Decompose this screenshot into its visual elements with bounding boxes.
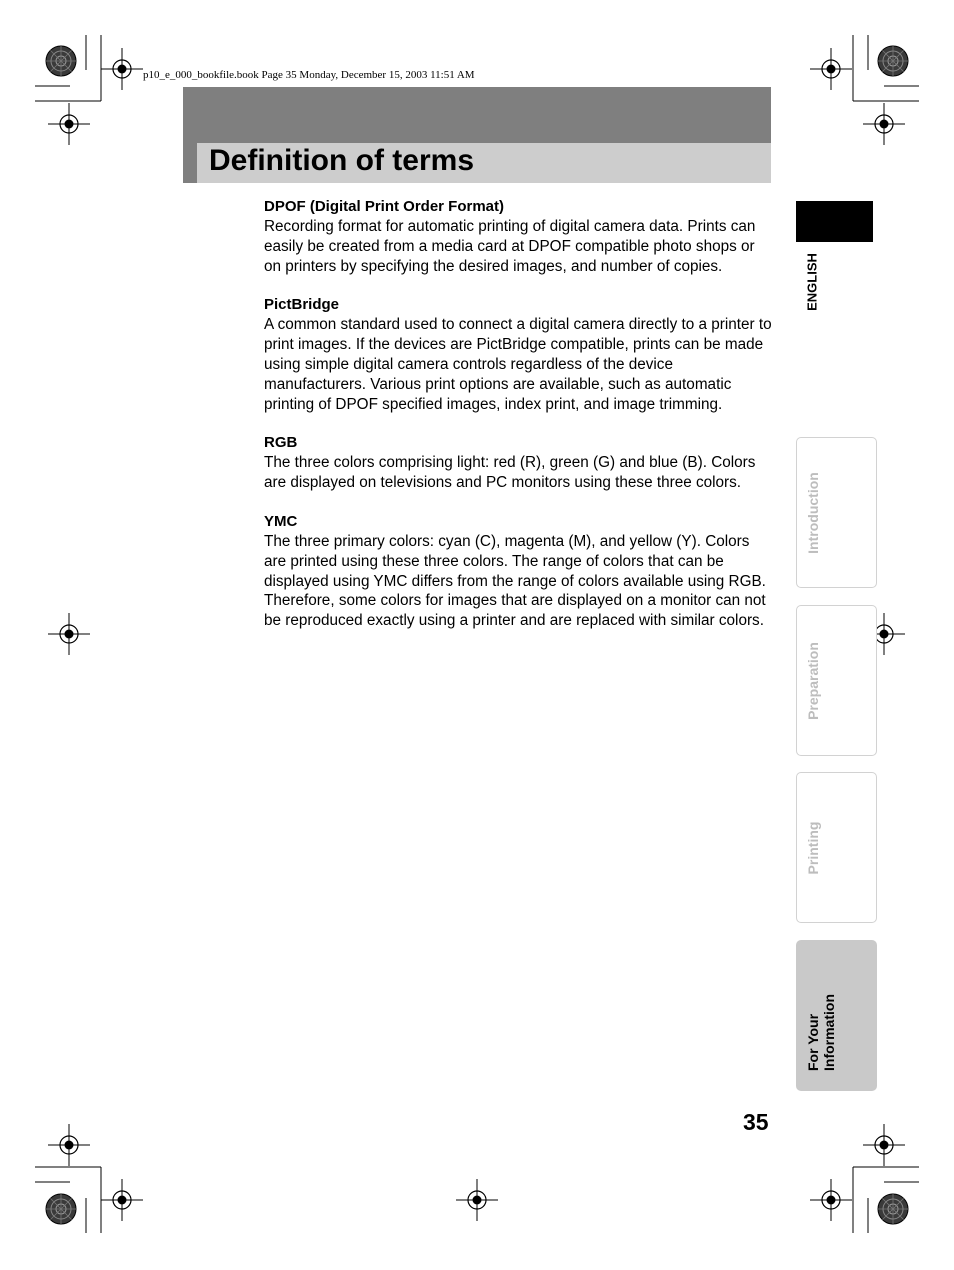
terms-list: [264, 197, 774, 650]
term-title: RGB: [264, 434, 298, 452]
term-ymc: [264, 512, 774, 631]
page-number: 35: [743, 1109, 769, 1135]
sidebar-tab-label: Preparation: [805, 642, 821, 720]
term-title: YMC: [264, 512, 298, 530]
term-rgb: [264, 433, 774, 493]
sidebar-tab-for-your-information[interactable]: [796, 940, 877, 1091]
term-body: The three primary colors: cyan (C), magenta (M), and yellow (Y). Colors are printed using these three colors. The range of colors that can be displayed using YMC differs from the range of colors available using RGB. Therefore, some colors for images that are displayed on a monitor can not be reproduced exactly using a printer and are replaced with similar colors.: [264, 532, 766, 630]
page-title: Definition of terms: [209, 144, 475, 177]
term-title: DPOF (Digital Print Order Format): [264, 198, 505, 215]
sidebar-tab-preparation[interactable]: [796, 605, 877, 756]
sidebar-tab-label: Introduction: [805, 472, 821, 554]
term-body: A common standard used to connect a digital camera directly to a printer to print images. If the devices are PictBridge compatible, prints can be made using simple digital camera controls regardless of the device manufacturers. Various print options are available, such as automatic printing of DPOF specified images, index print, and image trimming.: [264, 316, 772, 413]
term-dpof: [264, 197, 774, 276]
language-label: ENGLISH: [804, 253, 820, 311]
title-band-accent: [183, 143, 197, 183]
term-body: The three colors comprising light: red (R), green (G) and blue (B). Colors are displayed on televisions and PC monitors using these three colors.: [264, 454, 756, 492]
sidebar-tab-introduction[interactable]: [796, 437, 877, 588]
term-body: Recording format for automatic printing of digital camera data. Prints can easily be created from a media card at DPOF compatible photo shops or on printers by specifying the desired images, and number of copies.: [264, 218, 756, 275]
language-marker-block: [796, 201, 873, 242]
term-title: PictBridge: [264, 296, 340, 314]
file-info-header: p10_e_000_bookfile.book Page 35 Monday, December 15, 2003 11:51 AM: [143, 69, 475, 81]
sidebar-tab-label: For Your Information: [805, 994, 837, 1071]
sidebar-tab-printing[interactable]: [796, 772, 877, 923]
title-band-dark: [183, 87, 771, 143]
sidebar-tab-label: Printing: [805, 821, 821, 875]
term-pictbridge: [264, 295, 774, 414]
